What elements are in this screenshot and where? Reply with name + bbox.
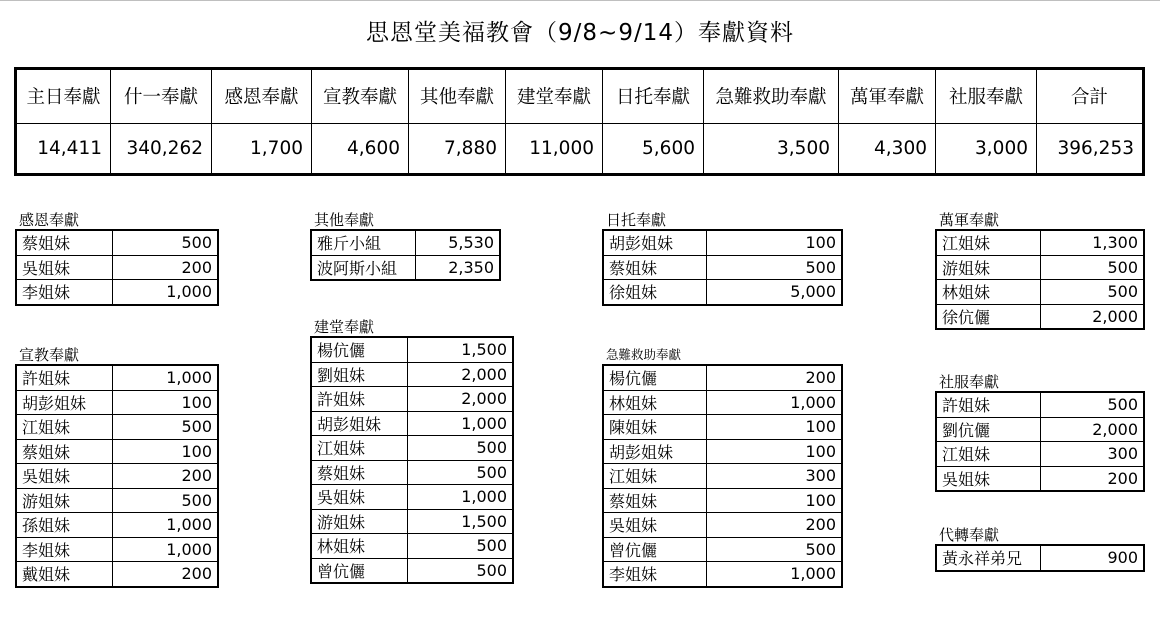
summary-header-cell: 主日奉獻	[16, 69, 111, 124]
table-row	[936, 392, 1144, 417]
table-row	[16, 537, 218, 562]
donation-amount: 1,000	[112, 537, 218, 562]
group-title: 社服奉獻	[939, 373, 1000, 391]
donation-amount: 100	[112, 439, 218, 464]
table-row	[603, 464, 842, 489]
table-row	[603, 280, 842, 305]
table-row	[311, 485, 513, 510]
donor-name: 胡彭姐妹	[16, 390, 112, 415]
donation-amount: 100	[706, 439, 842, 464]
group-relief	[602, 346, 843, 588]
donor-name: 吳姐妹	[16, 255, 112, 280]
table-row	[311, 534, 513, 559]
summary-header-cell: 萬軍奉獻	[839, 69, 936, 124]
donor-name: 李姐妹	[603, 562, 706, 587]
table-row	[311, 362, 513, 387]
summary-header-cell: 合計	[1037, 69, 1144, 124]
summary-value-cell: 5,600	[603, 123, 704, 175]
summary-values-row	[16, 123, 1144, 175]
table-row	[603, 230, 842, 255]
donation-amount: 100	[706, 415, 842, 440]
group-table	[935, 544, 1145, 572]
summary-value-cell: 3,000	[936, 123, 1037, 175]
donor-name: 蔡姐妹	[16, 439, 112, 464]
donation-amount: 300	[1040, 442, 1144, 467]
donation-amount: 1,000	[112, 365, 218, 390]
donation-amount: 1,000	[706, 390, 842, 415]
group-gratitude	[15, 211, 219, 306]
donation-amount: 200	[112, 562, 218, 587]
donor-name: 蔡姐妹	[603, 255, 706, 280]
group-table	[935, 391, 1145, 492]
donor-name: 吳姐妹	[936, 466, 1040, 491]
table-row	[16, 255, 218, 280]
table-row	[16, 280, 218, 305]
donation-amount: 300	[706, 464, 842, 489]
summary-value-cell: 4,300	[839, 123, 936, 175]
donation-amount: 500	[112, 488, 218, 513]
donation-amount: 2,000	[1040, 417, 1144, 442]
donor-name: 吳姐妹	[16, 464, 112, 489]
donor-name: 陳姐妹	[603, 415, 706, 440]
table-row	[603, 562, 842, 587]
summary-value-cell: 3,500	[704, 123, 839, 175]
table-row	[936, 255, 1144, 280]
donor-name: 江姐妹	[16, 415, 112, 440]
donor-name: 游姐妹	[16, 488, 112, 513]
donor-name: 林姐妹	[936, 280, 1040, 305]
donation-amount: 100	[112, 390, 218, 415]
table-row	[311, 460, 513, 485]
summary-total-cell: 396,253	[1037, 123, 1144, 175]
donor-name: 徐姐妹	[603, 280, 706, 305]
donor-name: 胡彭姐妹	[603, 230, 706, 255]
donor-name: 許姐妹	[16, 365, 112, 390]
group-title: 建堂奉獻	[314, 318, 375, 336]
group-title: 代轉奉獻	[939, 526, 1000, 544]
table-row	[936, 545, 1144, 571]
donation-amount: 500	[112, 415, 218, 440]
summary-header-cell: 急難救助奉獻	[704, 69, 839, 124]
donor-name: 江姐妹	[936, 230, 1040, 255]
donation-amount: 500	[1040, 255, 1144, 280]
summary-table	[14, 67, 1145, 176]
donor-name: 林姐妹	[311, 534, 407, 559]
table-row	[603, 488, 842, 513]
donor-name: 胡彭姐妹	[311, 411, 407, 436]
donation-amount: 2,350	[415, 255, 500, 280]
table-row	[311, 436, 513, 461]
donation-amount: 200	[112, 464, 218, 489]
table-row	[603, 390, 842, 415]
donor-name: 林姐妹	[603, 390, 706, 415]
donation-amount: 900	[1040, 545, 1144, 571]
donation-amount: 500	[407, 534, 513, 559]
summary-header-cell: 宣教奉獻	[312, 69, 409, 124]
donation-amount: 200	[706, 365, 842, 390]
summary-value-cell: 4,600	[312, 123, 409, 175]
donor-name: 許姐妹	[311, 387, 407, 412]
donation-amount: 2,000	[407, 387, 513, 412]
donor-name: 劉姐妹	[311, 362, 407, 387]
donor-name: 吳姐妹	[311, 485, 407, 510]
donation-amount: 2,000	[1040, 304, 1144, 329]
table-row	[311, 411, 513, 436]
donation-amount: 200	[112, 255, 218, 280]
table-row	[936, 442, 1144, 467]
donor-name: 蔡姐妹	[16, 230, 112, 255]
donation-amount: 500	[407, 436, 513, 461]
summary-value-cell: 11,000	[506, 123, 603, 175]
donation-amount: 5,000	[706, 280, 842, 305]
table-row	[16, 365, 218, 390]
donor-name: 李姐妹	[16, 280, 112, 305]
group-title: 其他奉獻	[314, 211, 375, 229]
group-table	[602, 364, 843, 588]
donor-name: 李姐妹	[16, 537, 112, 562]
table-row	[16, 390, 218, 415]
donation-amount: 100	[706, 230, 842, 255]
donor-name: 波阿斯小組	[311, 255, 415, 280]
table-row	[603, 415, 842, 440]
donor-name: 游姐妹	[311, 509, 407, 534]
table-row	[936, 280, 1144, 305]
donor-name: 蔡姐妹	[311, 460, 407, 485]
donation-amount: 2,000	[407, 362, 513, 387]
summary-header-cell: 什一奉獻	[111, 69, 212, 124]
summary-value-cell: 7,880	[409, 123, 506, 175]
summary-header-cell: 建堂奉獻	[506, 69, 603, 124]
group-title: 萬軍奉獻	[939, 211, 1000, 229]
donation-amount: 5,530	[415, 230, 500, 255]
group-table	[15, 229, 219, 306]
donation-amount: 500	[706, 255, 842, 280]
donation-amount: 1,000	[112, 280, 218, 305]
group-table	[935, 229, 1145, 330]
table-row	[311, 509, 513, 534]
donor-name: 楊伉儷	[311, 337, 407, 362]
donation-amount: 100	[706, 488, 842, 513]
group-social	[935, 373, 1145, 492]
table-row	[16, 439, 218, 464]
donation-amount: 200	[706, 513, 842, 538]
donor-name: 蔡姐妹	[603, 488, 706, 513]
group-daycare	[602, 211, 843, 306]
summary-value-cell: 14,411	[16, 123, 111, 175]
table-row	[16, 230, 218, 255]
summary-header-cell: 其他奉獻	[409, 69, 506, 124]
donation-amount: 1,300	[1040, 230, 1144, 255]
table-row	[936, 230, 1144, 255]
table-row	[16, 464, 218, 489]
group-title: 感恩奉獻	[19, 211, 80, 229]
donor-name: 許姐妹	[936, 392, 1040, 417]
top-border-line	[0, 0, 1160, 1]
summary-header-cell: 社服奉獻	[936, 69, 1037, 124]
group-title: 急難救助奉獻	[606, 347, 682, 362]
group-table	[602, 229, 843, 306]
page-title: 思恩堂美福教會（9/8~9/14）奉獻資料	[366, 20, 794, 46]
table-row	[16, 562, 218, 587]
table-row	[16, 513, 218, 538]
donor-name: 胡彭姐妹	[603, 439, 706, 464]
donation-amount: 1,000	[407, 411, 513, 436]
donor-name: 曾伉儷	[603, 537, 706, 562]
donor-name: 孫姐妹	[16, 513, 112, 538]
summary-header-cell: 日托奉獻	[603, 69, 704, 124]
donor-name: 楊伉儷	[603, 365, 706, 390]
donor-name: 戴姐妹	[16, 562, 112, 587]
table-row	[16, 415, 218, 440]
group-other	[310, 211, 501, 281]
group-table	[310, 336, 514, 584]
donor-name: 吳姐妹	[603, 513, 706, 538]
table-row	[603, 513, 842, 538]
group-table	[15, 364, 219, 588]
group-table	[310, 229, 501, 281]
table-row	[603, 439, 842, 464]
table-row	[311, 230, 500, 255]
donor-name: 徐伉儷	[936, 304, 1040, 329]
table-row	[311, 255, 500, 280]
donor-name: 江姐妹	[936, 442, 1040, 467]
table-row	[603, 537, 842, 562]
table-row	[311, 337, 513, 362]
table-row	[603, 255, 842, 280]
donation-amount: 1,000	[112, 513, 218, 538]
table-row	[16, 488, 218, 513]
donor-name: 雅斤小組	[311, 230, 415, 255]
table-row	[936, 417, 1144, 442]
table-row	[311, 387, 513, 412]
table-row	[936, 304, 1144, 329]
summary-header-row	[16, 69, 1144, 124]
summary-value-cell: 340,262	[111, 123, 212, 175]
group-mission	[15, 346, 219, 588]
donation-amount: 500	[1040, 280, 1144, 305]
donation-amount: 1,000	[407, 485, 513, 510]
group-title: 宣教奉獻	[19, 346, 80, 364]
donation-amount: 1,000	[706, 562, 842, 587]
donation-amount: 1,500	[407, 509, 513, 534]
donation-amount: 500	[112, 230, 218, 255]
donation-amount: 500	[407, 558, 513, 583]
donor-name: 江姐妹	[311, 436, 407, 461]
donation-amount: 500	[1040, 392, 1144, 417]
table-row	[311, 558, 513, 583]
donor-name: 江姐妹	[603, 464, 706, 489]
table-row	[603, 365, 842, 390]
group-title: 日托奉獻	[606, 211, 667, 229]
table-row	[936, 466, 1144, 491]
group-building	[310, 318, 514, 584]
donation-amount: 500	[706, 537, 842, 562]
donor-name: 劉伉儷	[936, 417, 1040, 442]
donor-name: 黃永祥弟兄	[936, 545, 1040, 571]
donation-amount: 1,500	[407, 337, 513, 362]
summary-value-cell: 1,700	[212, 123, 312, 175]
donation-amount: 200	[1040, 466, 1144, 491]
group-hosts	[935, 211, 1145, 330]
donor-name: 曾伉儷	[311, 558, 407, 583]
donor-name: 游姐妹	[936, 255, 1040, 280]
summary-header-cell: 感恩奉獻	[212, 69, 312, 124]
group-proxy	[935, 526, 1145, 572]
donation-amount: 500	[407, 460, 513, 485]
